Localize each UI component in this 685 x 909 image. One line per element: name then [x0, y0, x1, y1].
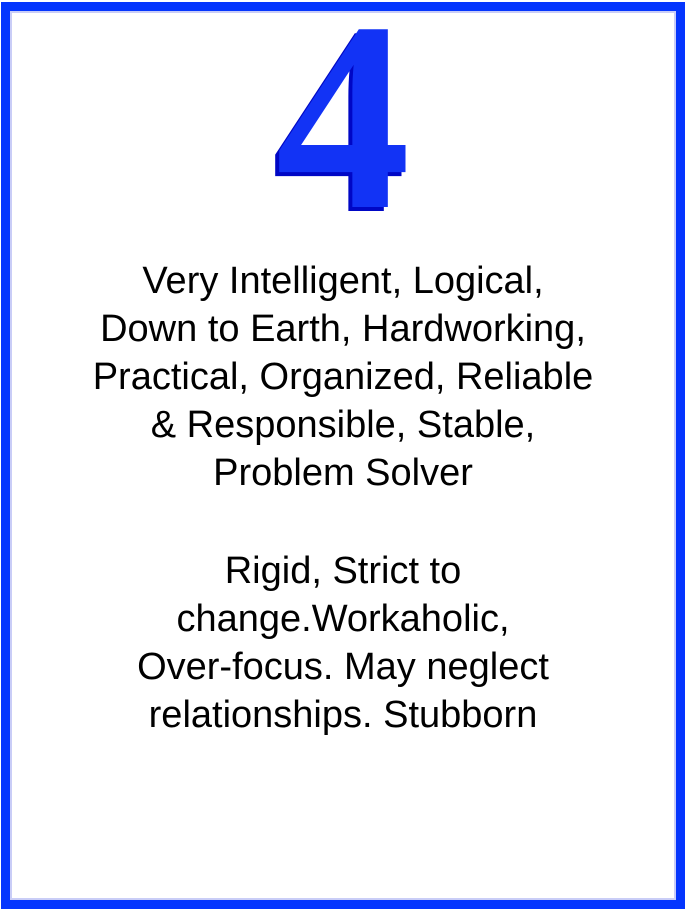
negative-traits-paragraph — [10, 547, 676, 739]
positive-traits-line: Very Intelligent, Logical, — [142, 260, 544, 302]
positive-traits-line: Practical, Organized, Reliable — [92, 356, 594, 398]
negative-traits-line: Over-focus. May neglect — [137, 646, 549, 688]
positive-traits-paragraph — [10, 257, 676, 497]
positive-traits-line: Problem Solver — [213, 452, 473, 494]
negative-traits-line: change.Workaholic, — [176, 598, 510, 640]
negative-traits-line: relationships. Stubborn — [148, 694, 538, 736]
negative-traits-line: Rigid, Strict to — [224, 550, 462, 592]
big-number: 4 — [275, 0, 411, 266]
slide-frame — [1, 2, 685, 909]
positive-traits-line: Down to Earth, Hardworking, — [100, 308, 586, 350]
positive-traits-line: & Responsible, Stable, — [150, 404, 536, 446]
